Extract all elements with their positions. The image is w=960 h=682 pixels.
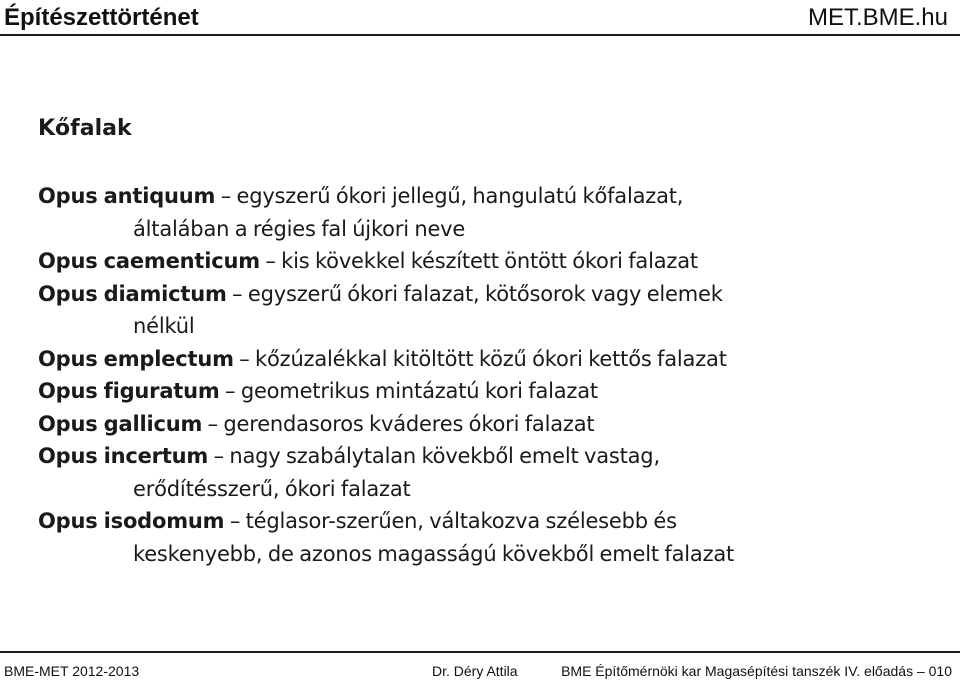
entry-description: – egyszerű ókori falazat, kötősorok vagy elemek <box>226 281 723 306</box>
entry-description-continued: erődítésszerű, ókori falazat <box>133 476 411 501</box>
entry-term: Opus antiquum <box>38 184 216 208</box>
entry-description: – nagy szabálytalan kövekből emelt vastag, <box>208 444 660 468</box>
slide-header <box>0 0 960 34</box>
entry-term: Opus diamictum <box>38 281 227 306</box>
course-title: Építészettörténet <box>4 4 199 31</box>
entry-description-continued: általában a régies fal újkori neve <box>133 216 466 241</box>
footer-course: BME-MET 2012-2013 <box>4 663 140 679</box>
glossary-entry <box>38 440 938 505</box>
entry-term: Opus caementicum <box>38 249 260 273</box>
glossary-entry <box>38 505 938 570</box>
entry-description: – téglasor-szerűen, váltakozva szélesebb és <box>224 509 677 533</box>
footer-author: Dr. Déry Attila <box>432 663 518 679</box>
entry-description: – kis kövekkel készített öntött ókori falazat <box>259 249 698 273</box>
header-divider <box>0 34 960 36</box>
entry-description: – kőzúzalékkal kitöltött közű ókori kettős falazat <box>233 346 727 371</box>
glossary-entry <box>38 408 938 441</box>
site-name: MET.BME.hu <box>807 4 948 31</box>
glossary-entry <box>38 180 938 245</box>
glossary-list <box>38 180 938 570</box>
glossary-entry <box>38 375 938 408</box>
entry-term: Opus gallicum <box>38 411 203 436</box>
footer-divider <box>0 651 960 653</box>
entry-description-continued: nélkül <box>133 314 195 338</box>
slide-footer <box>0 651 960 682</box>
glossary-entry <box>38 343 938 376</box>
entry-description-continued: keskenyebb, de azonos magasságú kövekből emelt falazat <box>133 541 735 566</box>
glossary-entry <box>38 245 938 278</box>
footer-department: BME Építőmérnöki kar Magasépítési tanszék IV. előadás – 010 <box>561 663 952 679</box>
entry-term: Opus emplectum <box>38 346 234 371</box>
entry-description: – gerendasoros kváderes ókori falazat <box>202 411 595 436</box>
entry-term: Opus isodomum <box>38 509 225 533</box>
entry-term: Opus incertum <box>38 444 209 468</box>
entry-description: – geometrikus mintázatú kori falazat <box>219 379 598 403</box>
glossary-entry <box>38 278 938 343</box>
entry-term: Opus figuratum <box>38 379 220 403</box>
entry-description: – egyszerű ókori jellegű, hangulatú kőfalazat, <box>215 184 684 208</box>
slide-title: Kőfalak <box>38 116 132 141</box>
